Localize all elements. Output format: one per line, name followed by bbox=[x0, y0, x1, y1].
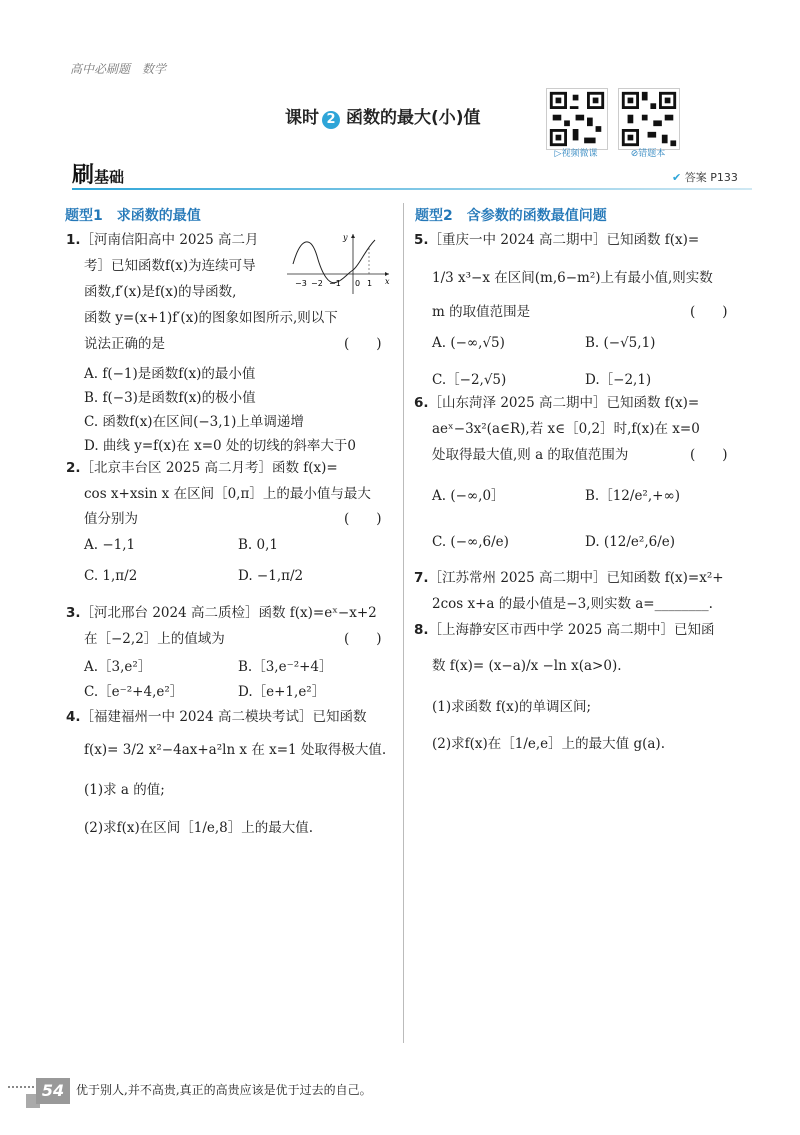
q5-answer-paren[interactable]: ( ) bbox=[690, 304, 728, 320]
q4-part-1: (1)求 a 的值; bbox=[84, 782, 165, 798]
q1-line-4: 函数 y=(x+1)f′(x)的图象如图所示,则以下 bbox=[84, 310, 338, 326]
q1-option-d[interactable]: D. 曲线 y=f(x)在 x=0 处的切线的斜率大于0 bbox=[84, 438, 356, 454]
q5-number: 5. bbox=[414, 232, 429, 248]
q3-line-1: 3.［河北邢台 2024 高二质检］函数 f(x)=eˣ−x+2 bbox=[66, 605, 377, 621]
q4-line-1: 4.［福建福州一中 2024 高二模块考试］已知函数 bbox=[66, 709, 367, 725]
section-mark: 刷 bbox=[72, 163, 95, 188]
q7-line-2: 2cos x+a 的最小值是−3,则实数 a=________. bbox=[432, 596, 713, 612]
q3-line-2: 在［−2,2］上的值域为 bbox=[84, 631, 225, 647]
q3-option-a[interactable]: A.［3,e²］ bbox=[84, 659, 152, 675]
lesson-title-text: 函数的最大(小)值 bbox=[346, 108, 481, 128]
q5-line-2: 1/3 x³−x 在区间(m,6−m²)上有最小值,则实数 bbox=[432, 270, 713, 286]
q6-option-a[interactable]: A. (−∞,0］ bbox=[432, 488, 505, 504]
q5-line-1: 5.［重庆一中 2024 高二期中］已知函数 f(x)= bbox=[414, 232, 700, 248]
footer-dots bbox=[8, 1086, 34, 1088]
answer-page: 答案 P133 bbox=[684, 171, 738, 184]
q4-number: 4. bbox=[66, 709, 81, 725]
qr-code-video[interactable] bbox=[546, 88, 608, 150]
q7-line-1: 7.［江苏常州 2025 高二期中］已知函数 f(x)=x²+ bbox=[414, 570, 724, 586]
q8-part-1: (1)求函数 f(x)的单调区间; bbox=[432, 699, 592, 715]
column-divider bbox=[403, 203, 404, 1043]
q6-option-b[interactable]: B.［12/e²,+∞) bbox=[585, 488, 680, 504]
section-divider bbox=[72, 188, 752, 190]
q2-option-a[interactable]: A. −1,1 bbox=[84, 537, 136, 553]
graph-tick-0: 0 bbox=[355, 279, 361, 288]
q6-line-3: 处取得最大值,则 a 的取值范围为 bbox=[432, 447, 629, 463]
q3-answer-paren[interactable]: ( ) bbox=[344, 631, 382, 647]
q2-line-3: 值分别为 bbox=[84, 511, 138, 527]
topic-1-heading: 题型1 求函数的最值 bbox=[65, 208, 201, 224]
graph-y-arrow bbox=[351, 234, 355, 238]
q5-line-3: m 的取值范围是 bbox=[432, 304, 531, 320]
graph-x-arrow bbox=[385, 272, 389, 276]
q3-option-c[interactable]: C.［e⁻²+4,e²］ bbox=[84, 684, 184, 700]
book-header: 高中必刷题 数学 bbox=[70, 62, 167, 76]
q6-line-2: aeˣ−3x²(a∈R),若 x∈［0,2］时,f(x)在 x=0 bbox=[432, 421, 700, 437]
lesson-prefix: 课时 bbox=[285, 108, 319, 128]
graph-tick-neg1: −1 bbox=[329, 279, 341, 288]
q6-option-c[interactable]: C. (−∞,6/e) bbox=[432, 534, 509, 550]
page-number: 54 bbox=[36, 1078, 70, 1104]
q2-number: 2. bbox=[66, 460, 81, 476]
q5-option-d[interactable]: D.［−2,1) bbox=[585, 372, 652, 388]
q8-line-1: 8.［上海静安区市西中学 2025 高二期中］已知函 bbox=[414, 622, 715, 638]
q2-option-b[interactable]: B. 0,1 bbox=[238, 537, 278, 553]
q5-option-a[interactable]: A. (−∞,√5) bbox=[432, 335, 505, 351]
qr-label-video: ▷视频微课 bbox=[554, 149, 598, 159]
q1-number: 1. bbox=[66, 232, 81, 248]
qr-code-icon bbox=[547, 89, 607, 149]
q5-option-b[interactable]: B. (−√5,1) bbox=[585, 335, 656, 351]
q2-line-2: cos x+xsin x 在区间［0,π］上的最小值与最大 bbox=[84, 486, 371, 502]
q6-line-1: 6.［山东菏泽 2025 高二期中］已知函数 f(x)= bbox=[414, 395, 700, 411]
q3-option-b[interactable]: B.［3,e⁻²+4］ bbox=[238, 659, 333, 675]
q1-option-a[interactable]: A. f(−1)是函数f(x)的最小值 bbox=[84, 366, 256, 382]
graph-x-label: x bbox=[385, 277, 390, 286]
q4-line-2: f(x)= 3/2 x²−4ax+a²ln x 在 x=1 处取得极大值. bbox=[84, 742, 387, 758]
lesson-number-badge: 2 bbox=[322, 111, 340, 129]
q1-option-b[interactable]: B. f(−3)是函数f(x)的极小值 bbox=[84, 390, 256, 406]
qr-label-errors: ⊘错题本 bbox=[630, 149, 666, 159]
graph-tick-neg2: −2 bbox=[311, 279, 323, 288]
q8-line-2: 数 f(x)= (x−a)/x −ln x(a>0). bbox=[432, 658, 622, 674]
q1-line-2: 考］已知函数f(x)为连续可导 bbox=[84, 258, 256, 274]
q2-answer-paren[interactable]: ( ) bbox=[344, 511, 382, 527]
graph-curve bbox=[293, 240, 375, 283]
q6-answer-paren[interactable]: ( ) bbox=[690, 447, 728, 463]
q8-number: 8. bbox=[414, 622, 429, 638]
graph-tick-neg3: −3 bbox=[295, 279, 307, 288]
qr-code-errors[interactable] bbox=[618, 88, 680, 150]
q1-option-c[interactable]: C. 函数f(x)在区间(−3,1)上单调递增 bbox=[84, 414, 304, 430]
graph-y-label: y bbox=[343, 233, 348, 242]
topic-2-heading: 题型2 含参数的函数最值问题 bbox=[415, 208, 607, 224]
q1-function-graph bbox=[285, 230, 393, 296]
q6-number: 6. bbox=[414, 395, 429, 411]
footer-motto: 优于别人,并不高贵,真正的高贵应该是优于过去的自己。 bbox=[76, 1083, 372, 1097]
q7-number: 7. bbox=[414, 570, 429, 586]
qr-code-icon bbox=[619, 89, 679, 149]
q8-part-2: (2)求f(x)在［1/e,e］上的最大值 g(a). bbox=[432, 736, 665, 752]
q6-option-d[interactable]: D. (12/e²,6/e) bbox=[585, 534, 676, 550]
q3-option-d[interactable]: D.［e+1,e²］ bbox=[238, 684, 326, 700]
q2-option-c[interactable]: C. 1,π/2 bbox=[84, 568, 138, 584]
q4-part-2: (2)求f(x)在区间［1/e,8］上的最大值. bbox=[84, 820, 314, 836]
section-header bbox=[72, 158, 124, 189]
answer-reference bbox=[672, 169, 738, 185]
q1-line-1: 1.［河南信阳高中 2025 高二月 bbox=[66, 232, 259, 248]
section-subtitle: 基础 bbox=[94, 168, 125, 186]
q5-option-c[interactable]: C.［−2,√5) bbox=[432, 372, 507, 388]
lesson-title bbox=[285, 103, 481, 129]
check-icon: ✔ bbox=[672, 171, 682, 184]
q3-number: 3. bbox=[66, 605, 81, 621]
q1-answer-paren[interactable]: ( ) bbox=[344, 336, 382, 352]
q2-line-1: 2.［北京丰台区 2025 高二月考］函数 f(x)= bbox=[66, 460, 338, 476]
q1-line-3: 函数,f′(x)是f(x)的导函数, bbox=[84, 284, 237, 300]
q1-line-5: 说法正确的是 bbox=[84, 336, 165, 352]
graph-tick-1: 1 bbox=[367, 279, 373, 288]
q2-option-d[interactable]: D. −1,π/2 bbox=[238, 568, 304, 584]
